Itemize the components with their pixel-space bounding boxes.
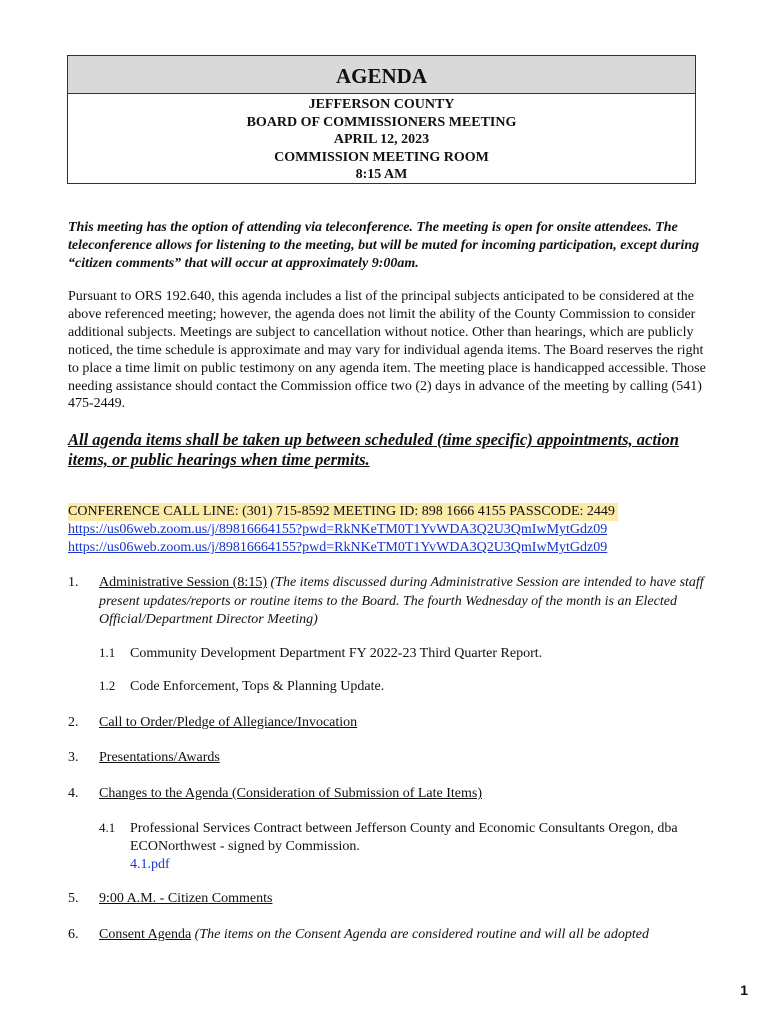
subitem-text: Community Development Department FY 2022-23 Third Quarter Report. <box>130 646 543 661</box>
county-name: JEFFERSON COUNTY <box>308 97 455 112</box>
conference-call-line: CONFERENCE CALL LINE: (301) 715-8592 MEETING ID: 898 1666 4155 PASSCODE: 2449 <box>68 503 618 521</box>
meeting-date: APRIL 12, 2023 <box>333 132 430 148</box>
item-number: 4. <box>68 786 79 801</box>
subitem-number: 1.1 <box>99 645 116 660</box>
agenda-item-consent <box>99 926 709 945</box>
pdf-attachment-link[interactable]: 4.1.pdf <box>130 857 170 872</box>
all-items-notice: All agenda items shall be taken up between scheduled (time specific) appointments, action items, or public hearings when time permits. <box>68 430 679 469</box>
page-number: 1 <box>740 982 748 998</box>
agenda-item-citizen-comments <box>99 890 709 909</box>
agenda-item-call-to-order <box>99 714 709 733</box>
zoom-link[interactable]: https://us06web.zoom.us/j/89816664155?pwd=RkNKeTM0T1YvWDA3Q2U3QmIwMytGdz09 <box>68 540 608 555</box>
subitem-text: Code Enforcement, Tops & Planning Update. <box>130 679 385 694</box>
item-number: 6. <box>68 927 79 942</box>
item-title: 9:00 A.M. - Citizen Comments <box>99 891 273 906</box>
item-title: Administrative Session (8:15) <box>99 575 267 590</box>
item-number: 1. <box>68 575 79 590</box>
item-note: (The items on the Consent Agenda are considered routine and will all be adopted <box>191 927 649 942</box>
item-title: Presentations/Awards <box>99 750 220 765</box>
agenda-item-presentations <box>99 749 709 768</box>
item-title: Call to Order/Pledge of Allegiance/Invocation <box>99 715 358 730</box>
item-number: 3. <box>68 750 79 765</box>
agenda-item-administrative-session <box>99 574 709 630</box>
agenda-header-box <box>67 55 696 184</box>
meeting-info <box>68 94 695 184</box>
zoom-link[interactable]: https://us06web.zoom.us/j/89816664155?pwd=RkNKeTM0T1YvWDA3Q2U3QmIwMytGdz09 <box>68 522 608 537</box>
subitem-number: 4.1 <box>99 820 116 835</box>
subitem-contract <box>130 820 710 874</box>
meeting-time: 8:15 AM <box>355 167 408 183</box>
item-note: (The items discussed during Administrative Session are intended to have staff present updates/reports or routine items to the Board. The fourth Wednesday of the month is an Elected Official/Department Director Meeting) <box>99 575 704 627</box>
agenda-item-changes <box>99 785 709 804</box>
meeting-room: COMMISSION MEETING ROOM <box>274 149 489 165</box>
item-number: 2. <box>68 715 79 730</box>
pursuant-paragraph: Pursuant to ORS 192.640, this agenda includes a list of the principal subjects anticipated to be considered at the above referenced meeting; however, the agenda does not limit the ability of the County Commission to consider additional subjects. Meetings are subject to cancellation without notice. Other than hearings, which are publicly noticed, the time schedule is approximate and may vary for individual agenda items. The Board reserves the right to place a time limit on public testimony on any agenda item. The meeting place is handicapped accessible. Those needing assistance should contact the Commission office two (2) days in advance of the meeting by calling (541) 475-2449. <box>68 289 706 412</box>
teleconference-notice: This meeting has the option of attending via teleconference. The meeting is open for onsite attendees. The teleconference allows for listening to the meeting, but will be muted for incoming participation, except during “citizen comments” that will occur at approximately 9:00am. <box>68 220 700 271</box>
item-title: Consent Agenda <box>99 927 192 942</box>
subitem-text: Professional Services Contract between Jefferson County and Economic Consultants Oregon, dba ECONorthwest - signed by Commission. <box>130 821 678 854</box>
agenda-title: AGENDA <box>68 56 695 94</box>
subitem-number: 1.2 <box>99 678 116 693</box>
item-title: Changes to the Agenda (Consideration of Submission of Late Items) <box>99 786 482 801</box>
board-name: BOARD OF COMMISSIONERS MEETING <box>246 114 517 130</box>
item-number: 5. <box>68 891 79 906</box>
